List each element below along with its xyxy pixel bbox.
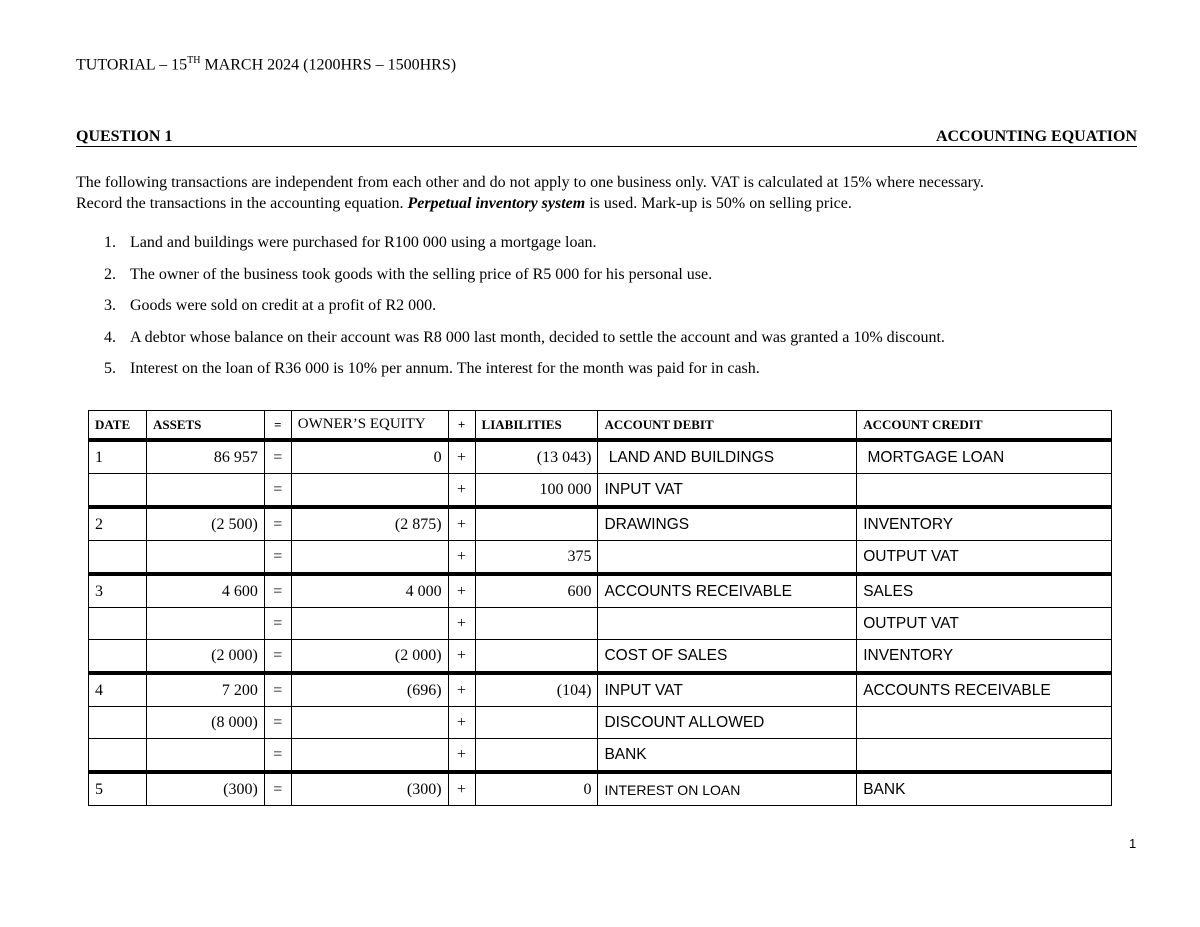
page-title bbox=[76, 55, 456, 74]
cell-date bbox=[89, 707, 147, 739]
cell-equity bbox=[291, 707, 448, 739]
transaction-list bbox=[104, 234, 945, 392]
cell-equity: (696) bbox=[291, 673, 448, 707]
cell-plus: + bbox=[448, 608, 475, 640]
table-row bbox=[89, 574, 1112, 608]
header-account-credit: ACCOUNT CREDIT bbox=[857, 411, 1112, 441]
cell-plus: + bbox=[448, 440, 475, 474]
list-item: 5. Interest on the loan of R36 000 is 10% per annum. The interest for the month was paid for in cash. bbox=[104, 360, 760, 377]
cell-assets: 4 600 bbox=[146, 574, 264, 608]
list-item: 1. Land and buildings were purchased for R100 000 using a mortgage loan. bbox=[104, 234, 597, 251]
cell-assets: 86 957 bbox=[146, 440, 264, 474]
cell-liabilities bbox=[475, 640, 598, 674]
cell-credit: INVENTORY bbox=[857, 640, 1112, 674]
cell-debit: DRAWINGS bbox=[598, 507, 857, 541]
cell-liabilities bbox=[475, 608, 598, 640]
table-row bbox=[89, 772, 1112, 806]
cell-equals: = bbox=[264, 673, 291, 707]
cell-equals: = bbox=[264, 541, 291, 575]
cell-equity bbox=[291, 608, 448, 640]
cell-plus: + bbox=[448, 574, 475, 608]
cell-credit bbox=[857, 474, 1112, 508]
cell-assets bbox=[146, 541, 264, 575]
cell-plus: + bbox=[448, 474, 475, 508]
list-item: 2. The owner of the business took goods with the selling price of R5 000 for his personal use. bbox=[104, 265, 713, 283]
question-label: QUESTION 1 bbox=[76, 128, 173, 145]
cell-assets: (300) bbox=[146, 772, 264, 806]
cell-liabilities: 100 000 bbox=[475, 474, 598, 508]
cell-debit bbox=[598, 541, 857, 575]
cell-date: 3 bbox=[89, 574, 147, 608]
table-row bbox=[89, 739, 1112, 773]
cell-date: 2 bbox=[89, 507, 147, 541]
title-prefix: TUTORIAL – 15 bbox=[76, 56, 188, 74]
table-row bbox=[89, 707, 1112, 739]
cell-debit: INTEREST ON LOAN bbox=[598, 772, 857, 806]
cell-plus: + bbox=[448, 707, 475, 739]
cell-equals: = bbox=[264, 474, 291, 508]
table-header-row bbox=[89, 411, 1112, 441]
cell-equity bbox=[291, 474, 448, 508]
cell-plus: + bbox=[448, 772, 475, 806]
table-row bbox=[89, 507, 1112, 541]
cell-debit: DISCOUNT ALLOWED bbox=[598, 707, 857, 739]
cell-equity bbox=[291, 739, 448, 773]
table-row bbox=[89, 608, 1112, 640]
cell-liabilities bbox=[475, 739, 598, 773]
cell-equals: = bbox=[264, 608, 291, 640]
cell-liabilities: 375 bbox=[475, 541, 598, 575]
cell-equity bbox=[291, 541, 448, 575]
cell-credit: INVENTORY bbox=[857, 507, 1112, 541]
header-date: DATE bbox=[89, 411, 147, 441]
cell-liabilities bbox=[475, 507, 598, 541]
cell-liabilities: (104) bbox=[475, 673, 598, 707]
header-assets: ASSETS bbox=[146, 411, 264, 441]
cell-assets: (2 500) bbox=[146, 507, 264, 541]
cell-credit: OUTPUT VAT bbox=[857, 541, 1112, 575]
cell-liabilities bbox=[475, 707, 598, 739]
cell-debit bbox=[598, 608, 857, 640]
cell-credit: ACCOUNTS RECEIVABLE bbox=[857, 673, 1112, 707]
question-heading bbox=[76, 128, 1137, 147]
cell-debit: COST OF SALES bbox=[598, 640, 857, 674]
table-row bbox=[89, 673, 1112, 707]
cell-plus: + bbox=[448, 640, 475, 674]
cell-date: 5 bbox=[89, 772, 147, 806]
cell-equity: (300) bbox=[291, 772, 448, 806]
cell-plus: + bbox=[448, 507, 475, 541]
page-number: 1 bbox=[1129, 836, 1137, 851]
cell-equals: = bbox=[264, 507, 291, 541]
intro-line-1: The following transactions are independent from each other and do not apply to one business only. VAT is calculated at 15% where necessary. bbox=[76, 174, 984, 191]
accounting-equation-table bbox=[88, 410, 1112, 806]
cell-assets bbox=[146, 608, 264, 640]
cell-equals: = bbox=[264, 707, 291, 739]
header-equals: = bbox=[264, 411, 291, 441]
cell-credit bbox=[857, 739, 1112, 773]
cell-credit: OUTPUT VAT bbox=[857, 608, 1112, 640]
cell-credit: SALES bbox=[857, 574, 1112, 608]
cell-credit bbox=[857, 707, 1112, 739]
table-row bbox=[89, 541, 1112, 575]
cell-liabilities: 600 bbox=[475, 574, 598, 608]
table-row bbox=[89, 440, 1112, 474]
cell-equity: 4 000 bbox=[291, 574, 448, 608]
title-suffix: MARCH 2024 (1200HRS – 1500HRS) bbox=[200, 56, 457, 74]
intro-line-2: Record the transactions in the accounting equation. Perpetual inventory system is used. Mark-up is 50% on selling price. bbox=[76, 195, 852, 212]
cell-equals: = bbox=[264, 640, 291, 674]
cell-credit: MORTGAGE LOAN bbox=[857, 440, 1112, 474]
header-liabilities: LIABILITIES bbox=[475, 411, 598, 441]
header-account-debit: ACCOUNT DEBIT bbox=[598, 411, 857, 441]
cell-equals: = bbox=[264, 739, 291, 773]
cell-debit: BANK bbox=[598, 739, 857, 773]
cell-date bbox=[89, 739, 147, 773]
cell-debit: ACCOUNTS RECEIVABLE bbox=[598, 574, 857, 608]
list-item: 4. A debtor whose balance on their account was R8 000 last month, decided to settle the account and was granted a 10% discount. bbox=[104, 328, 945, 346]
cell-date bbox=[89, 474, 147, 508]
header-owners-equity: OWNER’S EQUITY bbox=[291, 411, 448, 441]
list-item: 3. Goods were sold on credit at a profit of R2 000. bbox=[104, 297, 437, 314]
cell-equity: 0 bbox=[291, 440, 448, 474]
cell-plus: + bbox=[448, 541, 475, 575]
cell-credit: BANK bbox=[857, 772, 1112, 806]
cell-equals: = bbox=[264, 772, 291, 806]
cell-plus: + bbox=[448, 739, 475, 773]
question-intro bbox=[76, 172, 1146, 214]
title-superscript: TH bbox=[187, 55, 201, 66]
cell-debit: INPUT VAT bbox=[598, 474, 857, 508]
cell-equity: (2 000) bbox=[291, 640, 448, 674]
cell-equals: = bbox=[264, 440, 291, 474]
cell-liabilities: (13 043) bbox=[475, 440, 598, 474]
cell-date: 1 bbox=[89, 440, 147, 474]
cell-assets: 7 200 bbox=[146, 673, 264, 707]
cell-assets: (8 000) bbox=[146, 707, 264, 739]
table-row bbox=[89, 474, 1112, 508]
question-topic: ACCOUNTING EQUATION bbox=[935, 128, 1137, 145]
cell-liabilities: 0 bbox=[475, 772, 598, 806]
cell-assets bbox=[146, 474, 264, 508]
cell-equity: (2 875) bbox=[291, 507, 448, 541]
cell-date bbox=[89, 608, 147, 640]
cell-date bbox=[89, 541, 147, 575]
cell-date: 4 bbox=[89, 673, 147, 707]
cell-assets: (2 000) bbox=[146, 640, 264, 674]
cell-date bbox=[89, 640, 147, 674]
cell-equals: = bbox=[264, 574, 291, 608]
cell-debit: INPUT VAT bbox=[598, 673, 857, 707]
cell-debit: LAND AND BUILDINGS bbox=[598, 440, 857, 474]
cell-plus: + bbox=[448, 673, 475, 707]
header-plus: + bbox=[448, 411, 475, 441]
emphasis-perpetual: Perpetual inventory system bbox=[407, 195, 586, 212]
table-row bbox=[89, 640, 1112, 674]
cell-assets bbox=[146, 739, 264, 773]
